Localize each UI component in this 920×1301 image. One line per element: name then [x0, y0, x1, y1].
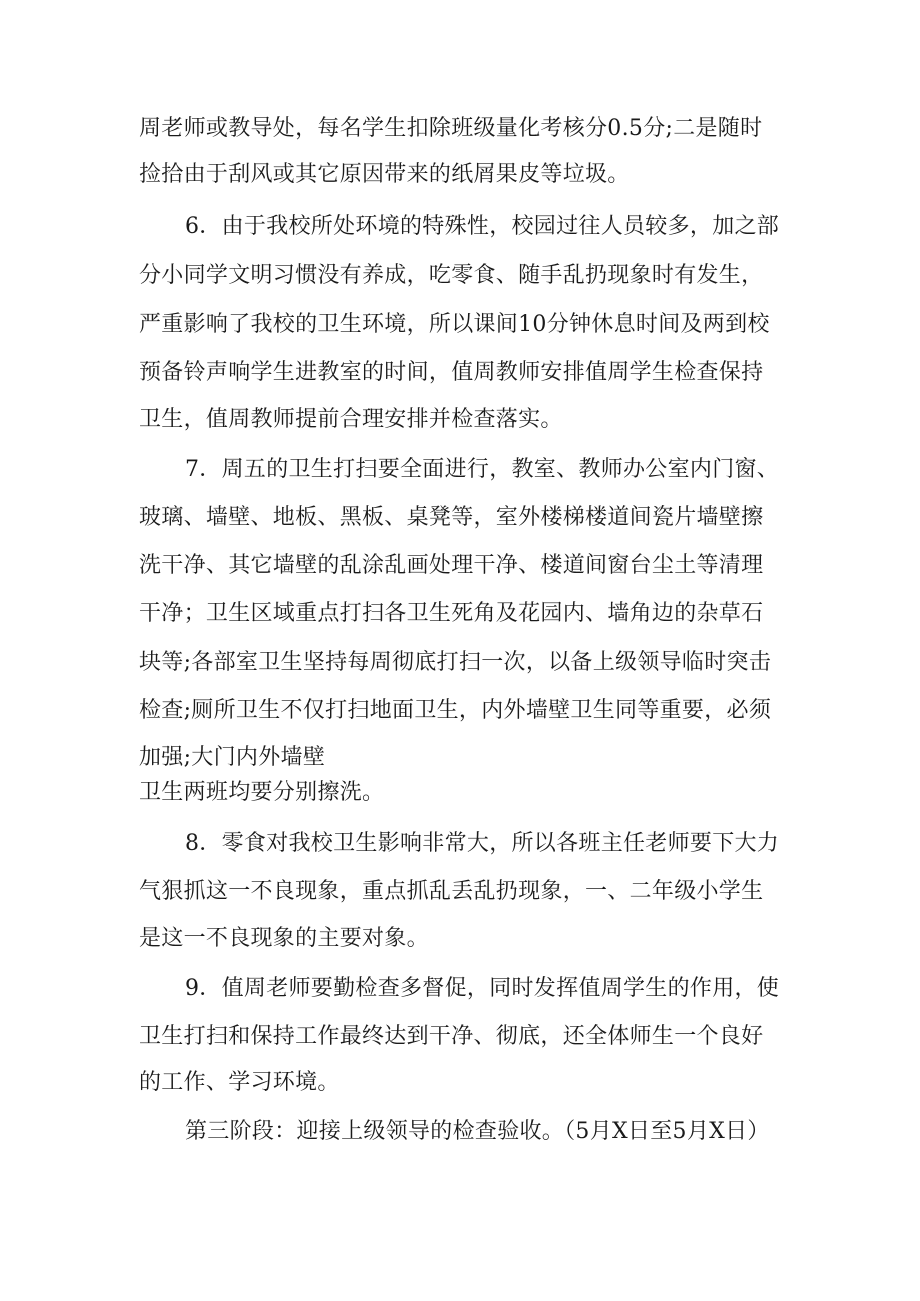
text-line: 卫生两班均要分别擦洗。: [139, 780, 385, 805]
text-line: 分小同学文明习惯没有养成，吃零食、随手乱扔现象时有发生，: [139, 263, 764, 288]
text-line: 的工作、学习环境。: [139, 1070, 340, 1095]
text-line: 卫生，值周教师提前合理安排并检查落实。: [139, 407, 563, 432]
paragraph-9-start: 9．值周老师要勤检查多督促，同时发挥值周学生的作用，使: [185, 976, 780, 1001]
text-line: 块等;各部室卫生坚持每周彻底打扫一次，以备上级领导临时突击: [139, 650, 772, 675]
paragraph-6-start: 6．由于我校所处环境的特殊性，校园过往人员较多，加之部: [185, 214, 780, 239]
text-line: 是这一不良现象的主要对象。: [139, 926, 429, 951]
text-line: 洗干净、其它墙壁的乱涂乱画处理干净、楼道间窗台尘土等清理: [139, 553, 764, 578]
text-line: 周老师或教导处，每名学生扣除班级量化考核分0.5分;二是随时: [139, 116, 763, 141]
text-line: 干净；卫生区域重点打扫各卫生死角及花园内、墙角边的杂草石: [139, 601, 764, 626]
text-line: 玻璃、墙壁、地板、黑板、桌凳等，室外楼梯楼道间瓷片墙壁擦: [139, 505, 764, 530]
text-line: 捡拾由于刮风或其它原因带来的纸屑果皮等垃圾。: [139, 162, 630, 187]
paragraph-8-start: 8．零食对我校卫生影响非常大，所以各班主任老师要下大力: [185, 831, 780, 856]
text-line: 检查;厕所卫生不仅打扫地面卫生，内外墙壁卫生同等重要，必须: [139, 698, 772, 723]
paragraph-7-start: 7．周五的卫生打扫要全面进行，教室、教师办公室内门窗、: [185, 457, 780, 482]
text-line: 气狠抓这一不良现象，重点抓乱丢乱扔现象，一、二年级小学生: [139, 879, 764, 904]
text-line: 卫生打扫和保持工作最终达到干净、彻底，还全体师生一个良好: [139, 1024, 764, 1049]
text-line: 预备铃声响学生进教室的时间，值周教师安排值周学生检查保持: [139, 360, 764, 385]
text-line: 加强;大门内外墙壁: [139, 745, 326, 770]
stage-three-heading: 第三阶段：迎接上级领导的检查验收。（5月X日至5月X日）: [185, 1119, 770, 1144]
text-line: 严重影响了我校的卫生环境，所以课间10分钟休息时间及两到校: [139, 312, 770, 337]
